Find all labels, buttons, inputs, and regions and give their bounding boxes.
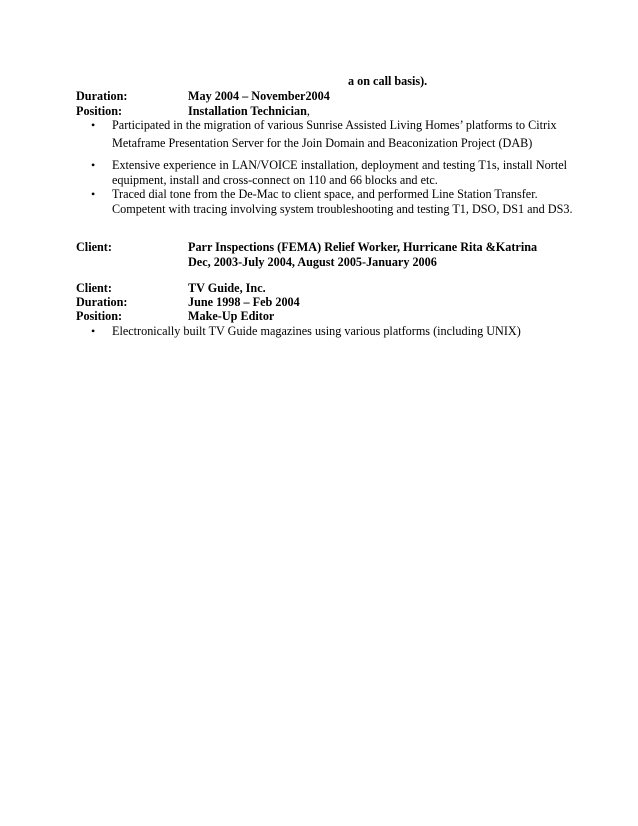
bullet-line: Extensive experience in LAN/VOICE installation, deployment and testing T1s, install Nortel xyxy=(112,158,567,172)
position-label: Position: xyxy=(76,309,123,323)
bullet-line: equipment, install and cross-connect on 110 and 66 blocks and etc. xyxy=(112,173,438,187)
job2-client-row xyxy=(76,240,566,255)
bullet-icon: • xyxy=(91,118,96,132)
duration-value: May 2004 – November2004 xyxy=(188,89,330,103)
position-suffix: , xyxy=(306,104,310,118)
dates-value: Dec, 2003-July 2004, August 2005-January 2006 xyxy=(188,255,437,269)
bullet-line: Competent with tracing involving system troubleshooting and testing T1, DSO, DS1 and DS3. xyxy=(112,202,573,216)
bullet-line: Participated in the migration of various Sunrise Assisted Living Homes’ platforms to Citrix xyxy=(112,118,557,132)
bullet-line: Metaframe Presentation Server for the Join Domain and Beaconization Project (DAB) xyxy=(112,136,533,150)
bullet-icon: • xyxy=(91,324,96,338)
job3-client-row xyxy=(76,281,566,296)
bullet-icon: • xyxy=(91,158,96,172)
job2-dates-row xyxy=(76,255,566,270)
bullet-line: Electronically built TV Guide magazines using various platforms (including UNIX) xyxy=(112,324,521,338)
client-value: TV Guide, Inc. xyxy=(188,281,266,295)
position-value xyxy=(188,104,310,119)
client-value: Parr Inspections (FEMA) Relief Worker, Hurricane Rita &Katrina xyxy=(188,240,538,254)
bullet-line: Traced dial tone from the De-Mac to client space, and performed Line Station Transfer. xyxy=(112,187,538,201)
job3-duration-row xyxy=(76,295,566,310)
job1-position-row xyxy=(76,104,566,119)
job3-position-row xyxy=(76,309,566,324)
job1-duration-row xyxy=(76,89,566,104)
client-label: Client: xyxy=(76,281,112,295)
position-label: Position: xyxy=(76,104,123,118)
duration-value: June 1998 – Feb 2004 xyxy=(188,295,300,309)
continuation-text: a on call basis). xyxy=(348,74,428,88)
bullet-icon: • xyxy=(91,187,96,201)
duration-label: Duration: xyxy=(76,89,128,103)
duration-label: Duration: xyxy=(76,295,128,309)
position-value: Make-Up Editor xyxy=(188,309,275,323)
position-title: Installation Technician xyxy=(188,104,307,118)
client-label: Client: xyxy=(76,240,112,254)
